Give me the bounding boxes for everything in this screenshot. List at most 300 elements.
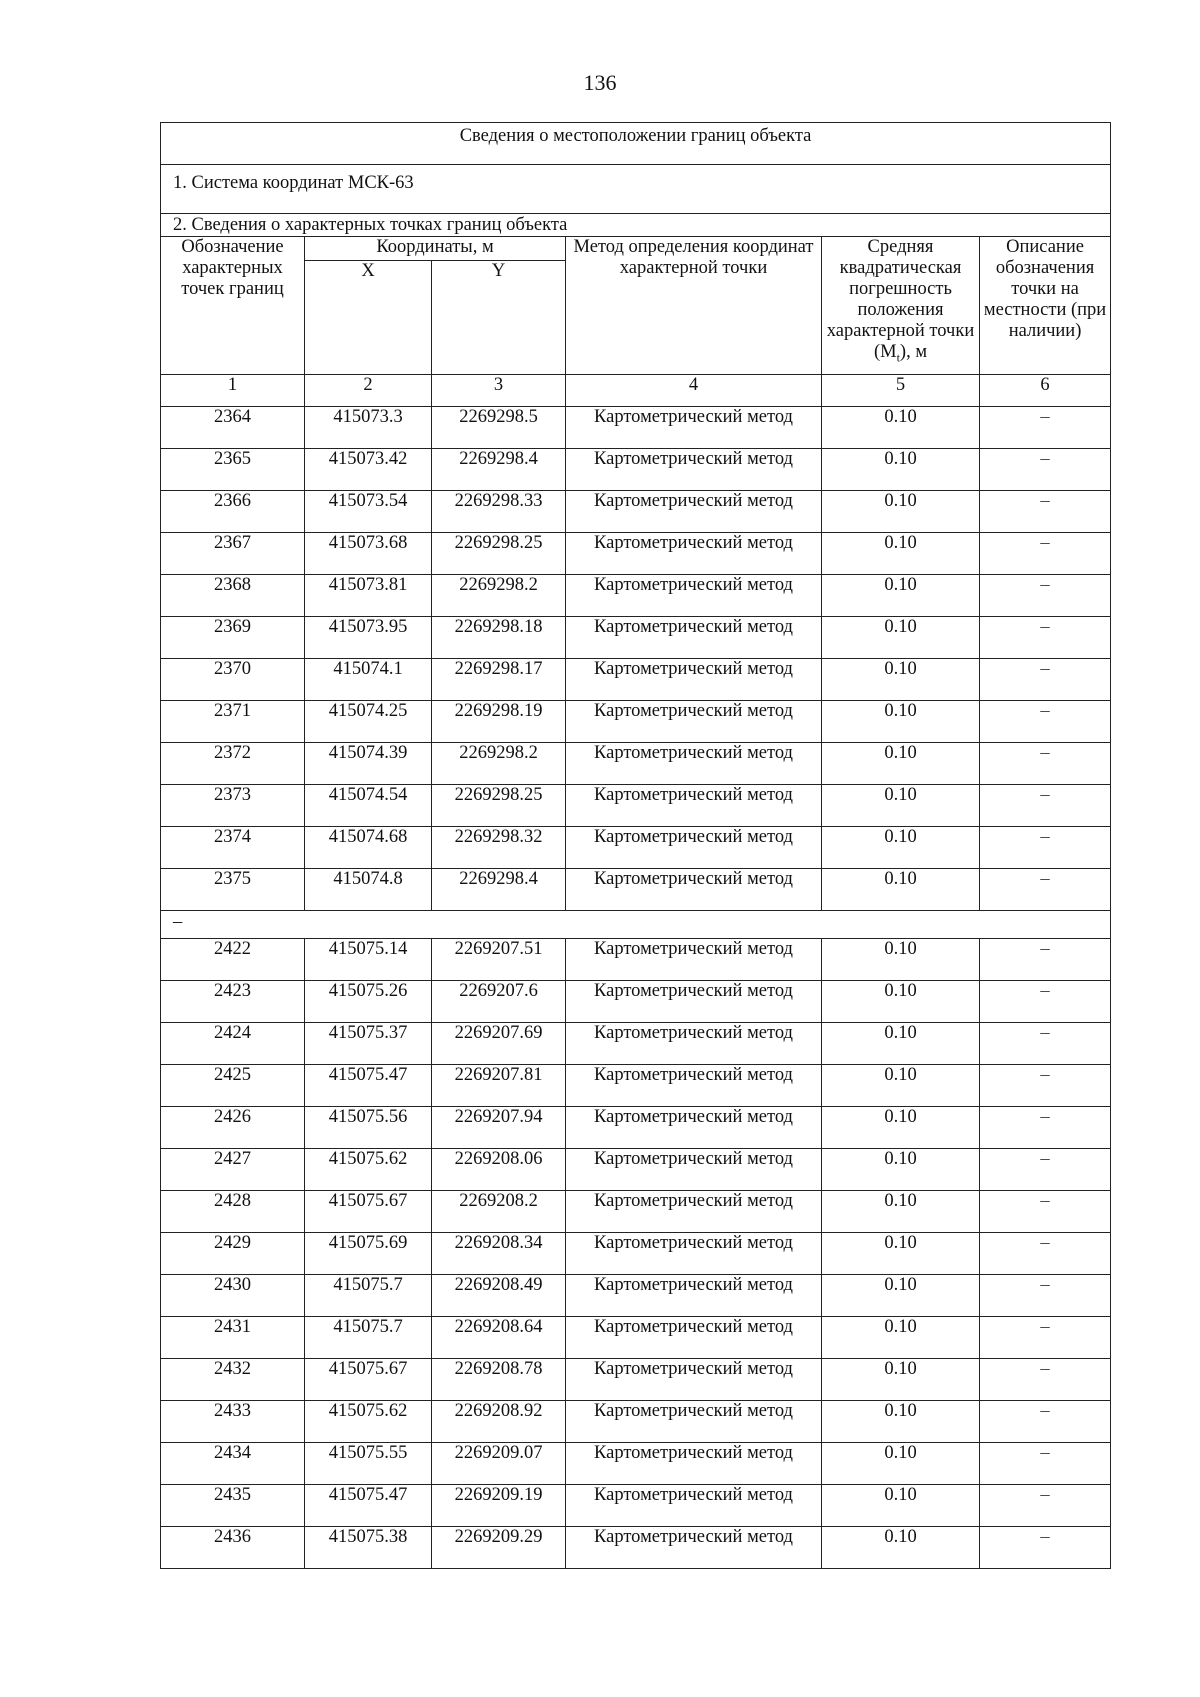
method-cell [566, 827, 822, 869]
accuracy-cell [822, 407, 980, 449]
accuracy-cell-text: 0.10 [884, 1317, 917, 1337]
method-cell [566, 1527, 822, 1569]
table-row [161, 743, 1111, 785]
accuracy-cell-text: 0.10 [884, 659, 917, 679]
description-cell [980, 1275, 1111, 1317]
description-cell [980, 1527, 1111, 1569]
table-row [161, 1401, 1111, 1443]
y-coordinate-cell-text: 2269298.25 [454, 533, 543, 553]
accuracy-cell-text: 0.10 [884, 1191, 917, 1211]
method-cell-text: Картометрический метод [594, 1065, 793, 1085]
header-accuracy-sub: t [896, 350, 900, 365]
description-cell-text: – [1040, 1527, 1050, 1547]
method-cell-text: Картометрический метод [594, 1443, 793, 1463]
point-number-cell [161, 1485, 305, 1527]
y-coordinate-cell [432, 981, 566, 1023]
point-number-cell [161, 1191, 305, 1233]
point-number-cell-text: 2369 [214, 617, 251, 637]
accuracy-cell [822, 1191, 980, 1233]
method-cell-text: Картометрический метод [594, 1485, 793, 1505]
y-coordinate-cell-text: 2269298.25 [454, 785, 543, 805]
point-number-cell-text: 2428 [214, 1191, 251, 1211]
accuracy-cell [822, 827, 980, 869]
header-description: Описание обозначения точки на местности (при наличии) [980, 237, 1111, 375]
method-cell-text: Картометрический метод [594, 1401, 793, 1421]
accuracy-cell-text: 0.10 [884, 869, 917, 889]
description-cell-text: – [1040, 981, 1050, 1001]
point-number-cell-text: 2433 [214, 1401, 251, 1421]
accuracy-cell-text: 0.10 [884, 1233, 917, 1253]
description-cell [980, 491, 1111, 533]
accuracy-cell [822, 1275, 980, 1317]
accuracy-cell [822, 1065, 980, 1107]
x-coordinate-cell [305, 1443, 432, 1485]
description-cell [980, 743, 1111, 785]
x-coordinate-cell-text: 415074.39 [328, 743, 408, 763]
point-number-cell [161, 785, 305, 827]
point-number-cell-text: 2364 [214, 407, 251, 427]
method-cell [566, 491, 822, 533]
accuracy-cell-text: 0.10 [884, 827, 917, 847]
table-row [161, 407, 1111, 449]
description-cell [980, 449, 1111, 491]
point-number-cell-text: 2435 [214, 1485, 251, 1505]
x-coordinate-cell [305, 981, 432, 1023]
y-coordinate-cell-text: 2269298.18 [454, 617, 543, 637]
description-cell [980, 1023, 1111, 1065]
point-number-cell [161, 659, 305, 701]
table-row [161, 1107, 1111, 1149]
description-cell-text: – [1040, 743, 1050, 763]
method-cell-text: Картометрический метод [594, 1359, 793, 1379]
point-number-cell [161, 617, 305, 659]
point-number-cell-text: 2427 [214, 1149, 251, 1169]
method-cell-text: Картометрический метод [594, 1023, 793, 1043]
method-cell-text: Картометрический метод [594, 575, 793, 595]
header-y: Y [432, 261, 566, 375]
y-coordinate-cell-text: 2269208.49 [454, 1275, 543, 1295]
y-coordinate-cell [432, 1443, 566, 1485]
point-number-cell [161, 701, 305, 743]
point-number-cell [161, 575, 305, 617]
x-coordinate-cell-text: 415075.26 [328, 981, 408, 1001]
table-row [161, 449, 1111, 491]
x-coordinate-cell-text: 415073.68 [328, 533, 408, 553]
description-cell-text: – [1040, 1359, 1050, 1379]
point-number-cell-text: 2372 [214, 743, 251, 763]
y-coordinate-cell-text: 2269208.2 [459, 1191, 538, 1211]
description-cell [980, 827, 1111, 869]
method-cell [566, 1023, 822, 1065]
point-number-cell-text: 2366 [214, 491, 251, 511]
y-coordinate-cell [432, 1485, 566, 1527]
description-cell [980, 1401, 1111, 1443]
accuracy-cell-text: 0.10 [884, 1359, 917, 1379]
method-cell [566, 869, 822, 911]
accuracy-cell-text: 0.10 [884, 617, 917, 637]
x-coordinate-cell [305, 1233, 432, 1275]
accuracy-cell-text: 0.10 [884, 1401, 917, 1421]
accuracy-cell [822, 617, 980, 659]
x-coordinate-cell-text: 415073.3 [333, 407, 403, 427]
y-coordinate-cell-text: 2269298.19 [454, 701, 543, 721]
point-number-cell-text: 2431 [214, 1317, 251, 1337]
accuracy-cell [822, 1233, 980, 1275]
y-coordinate-cell-text: 2269209.29 [454, 1527, 543, 1547]
table-row [161, 659, 1111, 701]
y-coordinate-cell-text: 2269298.4 [459, 869, 538, 889]
accuracy-cell-text: 0.10 [884, 1443, 917, 1463]
y-coordinate-cell [432, 939, 566, 981]
x-coordinate-cell [305, 939, 432, 981]
method-cell-text: Картометрический метод [594, 701, 793, 721]
x-coordinate-cell [305, 1023, 432, 1065]
x-coordinate-cell [305, 701, 432, 743]
section-title: 2. Сведения о характерных точках границ объекта [161, 214, 1111, 237]
x-coordinate-cell-text: 415073.54 [328, 491, 408, 511]
description-cell [980, 869, 1111, 911]
x-coordinate-cell-text: 415073.95 [328, 617, 408, 637]
accuracy-cell [822, 1107, 980, 1149]
table-row [161, 1149, 1111, 1191]
point-number-cell [161, 1317, 305, 1359]
x-coordinate-cell-text: 415075.67 [328, 1359, 408, 1379]
method-cell [566, 1107, 822, 1149]
y-coordinate-cell-text: 2269298.2 [459, 743, 538, 763]
method-cell [566, 701, 822, 743]
description-cell-text: – [1040, 827, 1050, 847]
accuracy-cell [822, 1149, 980, 1191]
x-coordinate-cell [305, 1275, 432, 1317]
point-number-cell [161, 1107, 305, 1149]
x-coordinate-cell [305, 449, 432, 491]
table-row [161, 1527, 1111, 1569]
method-cell [566, 785, 822, 827]
description-cell [980, 1107, 1111, 1149]
point-number-cell [161, 1359, 305, 1401]
method-cell [566, 1401, 822, 1443]
y-coordinate-cell [432, 449, 566, 491]
method-cell [566, 1443, 822, 1485]
description-cell [980, 939, 1111, 981]
table-row [161, 1443, 1111, 1485]
description-cell [980, 1233, 1111, 1275]
point-number-cell-text: 2373 [214, 785, 251, 805]
description-cell-text: – [1040, 1485, 1050, 1505]
accuracy-cell-text: 0.10 [884, 701, 917, 721]
y-coordinate-cell-text: 2269207.69 [454, 1023, 543, 1043]
y-coordinate-cell [432, 1317, 566, 1359]
method-cell-text: Картометрический метод [594, 1233, 793, 1253]
table-row [161, 617, 1111, 659]
accuracy-cell-text: 0.10 [884, 785, 917, 805]
y-coordinate-cell-text: 2269298.17 [454, 659, 543, 679]
point-number-cell [161, 981, 305, 1023]
table-row [161, 1275, 1111, 1317]
x-coordinate-cell [305, 1485, 432, 1527]
x-coordinate-cell [305, 407, 432, 449]
y-coordinate-cell [432, 1401, 566, 1443]
description-cell [980, 981, 1111, 1023]
y-coordinate-cell [432, 617, 566, 659]
x-coordinate-cell-text: 415075.37 [328, 1023, 408, 1043]
y-coordinate-cell [432, 1527, 566, 1569]
table-row [161, 1317, 1111, 1359]
y-coordinate-cell [432, 701, 566, 743]
y-coordinate-cell-text: 2269298.4 [459, 449, 538, 469]
accuracy-cell-text: 0.10 [884, 1527, 917, 1547]
column-number: 6 [980, 375, 1111, 407]
x-coordinate-cell [305, 1317, 432, 1359]
header-accuracy-text: Средняя квадратическая погрешность положения характерной точки (M [826, 237, 975, 362]
y-coordinate-cell [432, 1149, 566, 1191]
y-coordinate-cell [432, 1065, 566, 1107]
point-number-cell-text: 2436 [214, 1527, 251, 1547]
y-coordinate-cell [432, 869, 566, 911]
y-coordinate-cell [432, 1191, 566, 1233]
method-cell [566, 1317, 822, 1359]
description-cell-text: – [1040, 1401, 1050, 1421]
x-coordinate-cell [305, 617, 432, 659]
y-coordinate-cell [432, 743, 566, 785]
x-coordinate-cell [305, 1527, 432, 1569]
point-number-cell-text: 2425 [214, 1065, 251, 1085]
x-coordinate-cell [305, 1401, 432, 1443]
accuracy-cell-text: 0.10 [884, 1149, 917, 1169]
method-cell [566, 981, 822, 1023]
method-cell-text: Картометрический метод [594, 491, 793, 511]
point-number-cell [161, 939, 305, 981]
description-cell-text: – [1040, 575, 1050, 595]
description-cell [980, 1191, 1111, 1233]
point-number-cell-text: 2422 [214, 939, 251, 959]
column-number: 3 [432, 375, 566, 407]
method-cell [566, 743, 822, 785]
description-cell-text: – [1040, 1275, 1050, 1295]
table-row [161, 1359, 1111, 1401]
accuracy-cell-text: 0.10 [884, 575, 917, 595]
header-coordinates: Координаты, м [305, 237, 566, 261]
accuracy-cell [822, 1485, 980, 1527]
accuracy-cell [822, 1443, 980, 1485]
x-coordinate-cell-text: 415073.81 [328, 575, 408, 595]
accuracy-cell-text: 0.10 [884, 533, 917, 553]
x-coordinate-cell-text: 415075.62 [328, 1149, 408, 1169]
y-coordinate-cell [432, 1023, 566, 1065]
y-coordinate-cell [432, 659, 566, 701]
method-cell-text: Картометрический метод [594, 1107, 793, 1127]
method-cell-text: Картометрический метод [594, 869, 793, 889]
y-coordinate-cell [432, 575, 566, 617]
point-number-cell [161, 1233, 305, 1275]
method-cell [566, 659, 822, 701]
x-coordinate-cell [305, 1107, 432, 1149]
method-cell-text: Картометрический метод [594, 449, 793, 469]
table-row [161, 981, 1111, 1023]
x-coordinate-cell [305, 1191, 432, 1233]
table-row [161, 827, 1111, 869]
description-cell [980, 575, 1111, 617]
x-coordinate-cell [305, 1065, 432, 1107]
method-cell [566, 939, 822, 981]
accuracy-cell-text: 0.10 [884, 1275, 917, 1295]
description-cell-text: – [1040, 1317, 1050, 1337]
y-coordinate-cell-text: 2269208.34 [454, 1233, 543, 1253]
y-coordinate-cell-text: 2269207.94 [454, 1107, 543, 1127]
x-coordinate-cell-text: 415074.8 [333, 869, 403, 889]
accuracy-cell [822, 1527, 980, 1569]
accuracy-cell-text: 0.10 [884, 939, 917, 959]
y-coordinate-cell-text: 2269208.06 [454, 1149, 543, 1169]
y-coordinate-cell-text: 2269208.64 [454, 1317, 543, 1337]
method-cell-text: Картометрический метод [594, 743, 793, 763]
method-cell [566, 533, 822, 575]
table-row [161, 1485, 1111, 1527]
y-coordinate-cell-text: 2269298.32 [454, 827, 543, 847]
y-coordinate-cell-text: 2269209.19 [454, 1485, 543, 1505]
x-coordinate-cell-text: 415075.67 [328, 1191, 408, 1211]
description-cell-text: – [1040, 617, 1050, 637]
header-accuracy [822, 237, 980, 375]
accuracy-cell [822, 449, 980, 491]
accuracy-cell [822, 1317, 980, 1359]
method-cell-text: Картометрический метод [594, 1527, 793, 1547]
accuracy-cell [822, 701, 980, 743]
method-cell-text: Картометрический метод [594, 981, 793, 1001]
y-coordinate-cell-text: 2269207.51 [454, 939, 543, 959]
x-coordinate-cell-text: 415075.7 [333, 1317, 403, 1337]
method-cell-text: Картометрический метод [594, 1275, 793, 1295]
x-coordinate-cell [305, 575, 432, 617]
y-coordinate-cell [432, 533, 566, 575]
x-coordinate-cell [305, 1359, 432, 1401]
method-cell [566, 407, 822, 449]
x-coordinate-cell [305, 659, 432, 701]
table-row [161, 533, 1111, 575]
description-cell [980, 1065, 1111, 1107]
header-x: X [305, 261, 432, 375]
method-cell [566, 1485, 822, 1527]
x-coordinate-cell [305, 785, 432, 827]
point-number-cell [161, 743, 305, 785]
description-cell-text: – [1040, 1443, 1050, 1463]
description-cell-text: – [1040, 491, 1050, 511]
x-coordinate-cell-text: 415075.14 [328, 939, 408, 959]
header-method: Метод определения координат характерной точки [566, 237, 822, 375]
point-number-cell [161, 1275, 305, 1317]
description-cell-text: – [1040, 1023, 1050, 1043]
point-number-cell [161, 1443, 305, 1485]
column-number: 4 [566, 375, 822, 407]
y-coordinate-cell-text: 2269209.07 [454, 1443, 543, 1463]
accuracy-cell [822, 1401, 980, 1443]
point-number-cell [161, 1149, 305, 1191]
column-number: 2 [305, 375, 432, 407]
description-cell [980, 701, 1111, 743]
description-cell [980, 785, 1111, 827]
coordinate-system: 1. Система координат МСК-63 [161, 165, 1111, 214]
method-cell [566, 1149, 822, 1191]
group-separator: – [161, 911, 1111, 939]
accuracy-cell [822, 869, 980, 911]
point-number-cell-text: 2375 [214, 869, 251, 889]
description-cell [980, 533, 1111, 575]
x-coordinate-cell-text: 415074.25 [328, 701, 408, 721]
method-cell [566, 1275, 822, 1317]
y-coordinate-cell [432, 1233, 566, 1275]
point-number-cell-text: 2371 [214, 701, 251, 721]
y-coordinate-cell-text: 2269207.6 [459, 981, 538, 1001]
x-coordinate-cell-text: 415074.1 [333, 659, 403, 679]
method-cell-text: Картометрический метод [594, 785, 793, 805]
description-cell-text: – [1040, 1149, 1050, 1169]
point-number-cell-text: 2374 [214, 827, 251, 847]
method-cell-text: Картометрический метод [594, 1149, 793, 1169]
accuracy-cell [822, 575, 980, 617]
method-cell [566, 1065, 822, 1107]
description-cell [980, 1149, 1111, 1191]
accuracy-cell [822, 1359, 980, 1401]
accuracy-cell [822, 981, 980, 1023]
table-row [161, 1191, 1111, 1233]
point-number-cell-text: 2367 [214, 533, 251, 553]
description-cell-text: – [1040, 449, 1050, 469]
point-number-cell [161, 1401, 305, 1443]
x-coordinate-cell-text: 415075.56 [328, 1107, 408, 1127]
table-row [161, 1023, 1111, 1065]
x-coordinate-cell [305, 869, 432, 911]
table-title: Сведения о местоположении границ объекта [161, 123, 1111, 165]
accuracy-cell-text: 0.10 [884, 1485, 917, 1505]
point-number-cell [161, 491, 305, 533]
boundary-points-table [160, 122, 1111, 1569]
point-number-cell-text: 2429 [214, 1233, 251, 1253]
x-coordinate-cell-text: 415074.54 [328, 785, 408, 805]
x-coordinate-cell-text: 415075.55 [328, 1443, 408, 1463]
point-number-cell-text: 2365 [214, 449, 251, 469]
accuracy-cell [822, 743, 980, 785]
point-number-cell [161, 869, 305, 911]
point-number-cell [161, 1527, 305, 1569]
table-row [161, 1065, 1111, 1107]
accuracy-cell-text: 0.10 [884, 743, 917, 763]
point-number-cell-text: 2434 [214, 1443, 251, 1463]
x-coordinate-cell-text: 415075.38 [328, 1527, 408, 1547]
x-coordinate-cell-text: 415075.47 [328, 1485, 408, 1505]
point-number-cell-text: 2423 [214, 981, 251, 1001]
page-number: 136 [583, 70, 617, 95]
accuracy-cell [822, 785, 980, 827]
y-coordinate-cell-text: 2269298.33 [454, 491, 543, 511]
description-cell-text: – [1040, 939, 1050, 959]
accuracy-cell [822, 1023, 980, 1065]
x-coordinate-cell-text: 415075.47 [328, 1065, 408, 1085]
accuracy-cell-text: 0.10 [884, 407, 917, 427]
method-cell-text: Картометрический метод [594, 1191, 793, 1211]
point-number-cell-text: 2368 [214, 575, 251, 595]
accuracy-cell [822, 939, 980, 981]
table-row [161, 491, 1111, 533]
column-number: 5 [822, 375, 980, 407]
header-accuracy-unit: ), м [899, 342, 928, 362]
y-coordinate-cell [432, 1107, 566, 1149]
accuracy-cell [822, 491, 980, 533]
point-number-cell-text: 2426 [214, 1107, 251, 1127]
table-row [161, 939, 1111, 981]
y-coordinate-cell [432, 1359, 566, 1401]
point-group-1 [161, 407, 1111, 911]
point-number-cell [161, 1065, 305, 1107]
